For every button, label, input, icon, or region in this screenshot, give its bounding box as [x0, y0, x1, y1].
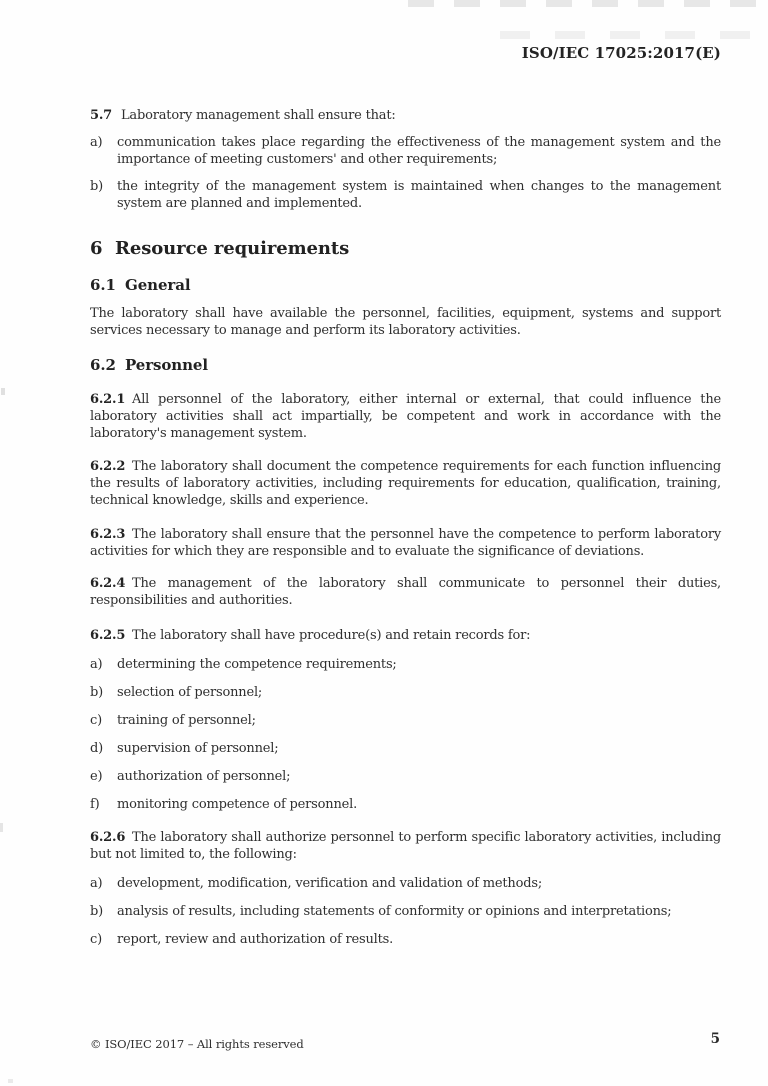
section-title: General [125, 276, 191, 294]
header-document-reference: ISO/IEC 17025:2017(E) [521, 44, 721, 62]
clause-number: 5.7 [90, 108, 113, 123]
list-item-marker: e) [90, 769, 103, 784]
section-number: 6.2 [90, 356, 116, 374]
list-item-marker: b) [90, 904, 103, 919]
clause-number: 6.2.6 [90, 830, 126, 845]
clause-6-2-2 [90, 458, 721, 509]
list-item [90, 875, 721, 892]
list-item-text: selection of personnel; [117, 685, 263, 700]
section-title: Personnel [125, 356, 208, 374]
list-item [90, 931, 721, 948]
list-item-marker: c) [90, 932, 102, 947]
list-item-text: training of personnel; [117, 713, 256, 728]
list-item-text: communication takes place regarding the effectiveness of the management system and the importance of meeting customers' and other requirements; [117, 135, 721, 167]
list-item-text: determining the competence requirements; [117, 657, 397, 672]
list-item [90, 740, 721, 757]
list-item-text: report, review and authorization of results. [117, 932, 394, 947]
page-body [90, 0, 721, 948]
clause-6-2-6 [90, 829, 721, 863]
clause-text: The laboratory shall have procedure(s) and retain records for: [132, 628, 531, 643]
list-item [90, 796, 721, 813]
list-item-text: monitoring competence of personnel. [117, 797, 358, 812]
list-item-marker: f) [90, 797, 100, 812]
section-6-heading [90, 238, 721, 260]
clause-text: All personnel of the laboratory, either internal or external, that could influence the laboratory activities shall act impartially, be competent and work in accordance with the laboratory's management system. [90, 392, 721, 441]
clause-text: The laboratory shall ensure that the personnel have the competence to perform laboratory activities for which they are responsible and to evaluate the significance of deviations. [90, 527, 721, 559]
clause-6-2-5 [90, 627, 721, 644]
clause-5-7 [90, 107, 721, 124]
clause-text: Laboratory management shall ensure that: [121, 108, 396, 123]
list-item-text: analysis of results, including statements of conformity or opinions and interpretations; [117, 904, 672, 919]
list-item [90, 656, 721, 673]
list-item-marker: a) [90, 876, 103, 891]
list-item [90, 712, 721, 729]
list-item-marker: d) [90, 741, 103, 756]
scan-artifact [1, 388, 5, 395]
clause-6-2-4 [90, 575, 721, 609]
section-number: 6 [90, 238, 103, 259]
clause-number: 6.2.2 [90, 459, 126, 474]
list-item-marker: b) [90, 685, 103, 700]
list-item-text: supervision of personnel; [117, 741, 279, 756]
list-item-marker: c) [90, 713, 102, 728]
clause-6-2-1 [90, 391, 721, 442]
section-6-2-heading [90, 356, 721, 375]
clause-text: The management of the laboratory shall communicate to personnel their duties, responsibilities and authorities. [90, 576, 721, 608]
clause-6-2-3 [90, 526, 721, 560]
section-title: Resource requirements [115, 238, 350, 259]
scan-artifact [0, 823, 3, 832]
section-6-1-heading [90, 276, 721, 295]
list-item [90, 684, 721, 701]
list-item [90, 903, 721, 920]
list-item-marker: a) [90, 135, 103, 150]
clause-number: 6.2.1 [90, 392, 126, 407]
scan-artifact [8, 1079, 13, 1083]
list-item [90, 134, 721, 168]
list-item-text: the integrity of the management system is maintained when changes to the management system are planned and implemented. [117, 179, 721, 211]
clause-text: The laboratory shall document the competence requirements for each function influencing the results of laboratory activities, including requirements for education, qualification, training, technical knowledge, skills and experience. [90, 459, 721, 508]
footer-page-number: 5 [710, 1031, 720, 1047]
list-item-text: development, modification, verification and validation of methods; [117, 876, 543, 891]
list-item-marker: b) [90, 179, 103, 194]
clause-number: 6.2.3 [90, 527, 126, 542]
footer-copyright: © ISO/IEC 2017 – All rights reserved [90, 1037, 304, 1051]
list-item [90, 768, 721, 785]
clause-number: 6.2.5 [90, 628, 126, 643]
clause-text: The laboratory shall authorize personnel to perform specific laboratory activities, including but not limited to, the following: [90, 830, 721, 862]
section-number: 6.1 [90, 276, 116, 294]
section-6-1-paragraph: The laboratory shall have available the personnel, facilities, equipment, systems and support services necessary to manage and perform its laboratory activities. [90, 306, 721, 338]
list-item-marker: a) [90, 657, 103, 672]
list-item [90, 178, 721, 212]
clause-number: 6.2.4 [90, 576, 126, 591]
list-item-text: authorization of personnel; [117, 769, 291, 784]
